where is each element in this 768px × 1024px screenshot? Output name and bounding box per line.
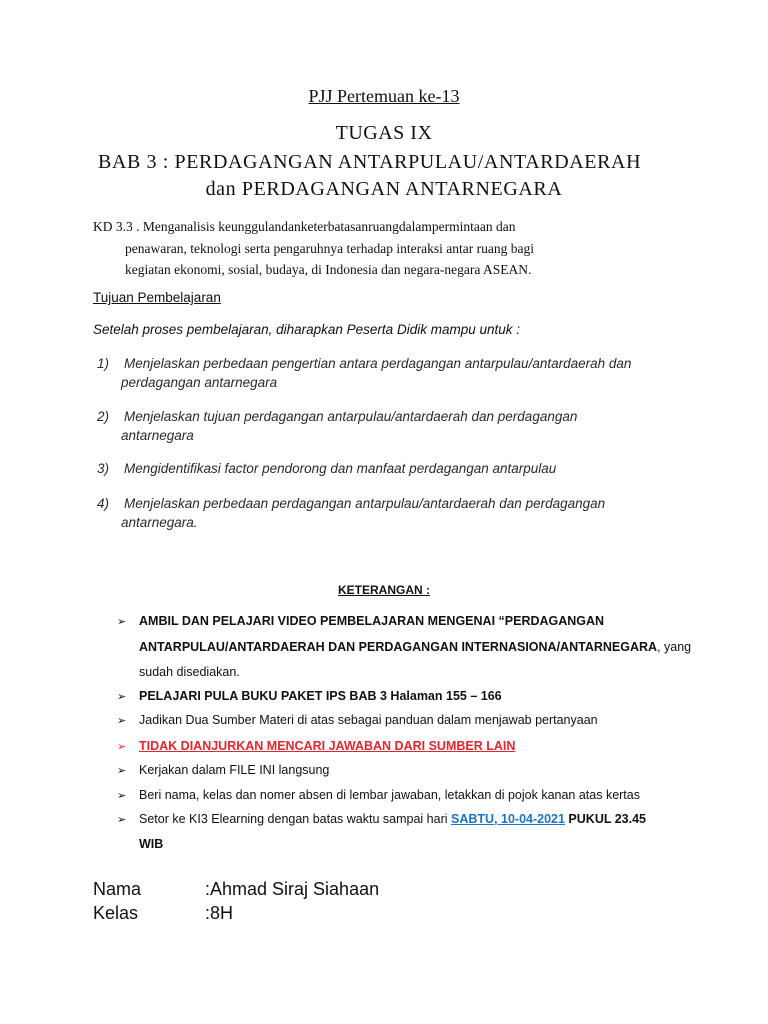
note-text: PELAJARI PULA BUKU PAKET IPS BAB 3 Halaman 155 – 166	[139, 689, 502, 703]
note-item	[117, 812, 646, 826]
student-class-row	[93, 903, 233, 924]
objective-number: 4)	[97, 496, 110, 511]
class-value: :8H	[205, 903, 234, 923]
note-text: Jadikan Dua Sumber Materi di atas sebagai panduan dalam menjawab pertanyaan	[139, 713, 598, 727]
note-text: Setor ke KI3 Elearning dengan batas waktu sampai hari	[139, 812, 451, 826]
note-text: , yang	[657, 640, 692, 654]
arrow-bullet-icon: ➢	[117, 741, 127, 753]
arrow-bullet-icon: ➢	[117, 616, 127, 628]
note-item	[117, 788, 640, 802]
note-text: sudah disediakan.	[139, 665, 240, 679]
arrow-bullet-icon: ➢	[117, 790, 127, 802]
name-value: :Ahmad Siraj Siahaan	[205, 879, 380, 899]
note-item-warning	[117, 739, 515, 753]
objective-text: Menjelaskan tujuan perdagangan antarpulau/antardaerah dan perdagangan	[124, 409, 578, 424]
objective-text-cont: antarnegara	[121, 427, 194, 443]
note-text: AMBIL DAN PELAJARI VIDEO PEMBELAJARAN MENGENAI “PERDAGANGAN	[139, 614, 605, 628]
arrow-bullet-icon: ➢	[117, 814, 127, 826]
competency-paragraph	[93, 216, 534, 281]
deadline-time: PUKUL 23.45	[564, 812, 647, 826]
arrow-bullet-icon: ➢	[117, 765, 127, 777]
kd-line: penawaran, teknologi serta pengaruhnya terhadap interaksi antar ruang bagi	[125, 240, 534, 256]
objective-number: 3)	[97, 461, 110, 476]
objective-text: Menjelaskan perbedaan pengertian antara perdagangan antarpulau/antardaerah dan	[124, 356, 632, 371]
notes-heading: KETERANGAN :	[338, 583, 430, 597]
kd-line: KD 3.3 . Menganalisis keunggulandanketerbatasanruangdalampermintaan dan	[93, 219, 516, 234]
assignment-title: TUGAS IX	[335, 122, 433, 144]
chapter-title-line1: BAB 3 : PERDAGANGAN ANTARPULAU/ANTARDAERAH	[98, 151, 642, 173]
objective-number: 2)	[97, 409, 110, 424]
objective-text-cont: antarnegara.	[121, 514, 198, 530]
class-label: Kelas	[93, 903, 139, 923]
objectives-intro: Setelah proses pembelajaran, diharapkan Peserta Didik mampu untuk :	[93, 322, 520, 337]
note-item-cont	[139, 837, 163, 851]
note-item	[117, 614, 604, 628]
objective-item	[97, 408, 577, 445]
deadline-date: SABTU, 10-04-2021	[451, 812, 565, 826]
note-item	[117, 689, 502, 703]
note-item	[117, 763, 329, 777]
arrow-bullet-icon: ➢	[117, 691, 127, 703]
note-text: Beri nama, kelas dan nomer absen di lembar jawaban, letakkan di pojok kanan atas kertas	[139, 788, 640, 802]
kd-line: kegiatan ekonomi, sosial, budaya, di Indonesia dan negara-negara ASEAN.	[125, 262, 532, 277]
objective-item	[97, 460, 556, 479]
objective-text: Mengidentifikasi factor pendorong dan manfaat perdagangan antarpulau	[124, 461, 557, 476]
objectives-heading: Tujuan Pembelajaran	[93, 290, 221, 305]
warning-text: TIDAK DIANJURKAN MENCARI JAWABAN DARI SUMBER LAIN	[139, 739, 516, 753]
arrow-bullet-icon: ➢	[117, 715, 127, 727]
chapter-title-line2: dan PERDAGANGAN ANTARNEGARA	[205, 178, 563, 200]
page-title: PJJ Pertemuan ke-13	[308, 86, 460, 106]
note-text: Kerjakan dalam FILE INI langsung	[139, 763, 330, 777]
note-item-cont	[139, 640, 691, 654]
objective-item	[97, 355, 631, 392]
objective-number: 1)	[97, 356, 110, 371]
note-text-bold: ANTARPULAU/ANTARDAERAH DAN PERDAGANGAN INTERNASIONA/ANTARNEGARA	[139, 640, 658, 654]
note-text: WIB	[139, 837, 164, 851]
name-label: Nama	[93, 879, 142, 899]
note-item	[117, 713, 598, 727]
note-item-cont	[139, 665, 240, 679]
objective-text: Menjelaskan perbedaan perdagangan antarpulau/antardaerah dan perdagangan	[124, 496, 606, 511]
objective-text-cont: perdagangan antarnegara	[121, 374, 278, 390]
student-name-row	[93, 879, 379, 900]
objective-item	[97, 495, 605, 532]
